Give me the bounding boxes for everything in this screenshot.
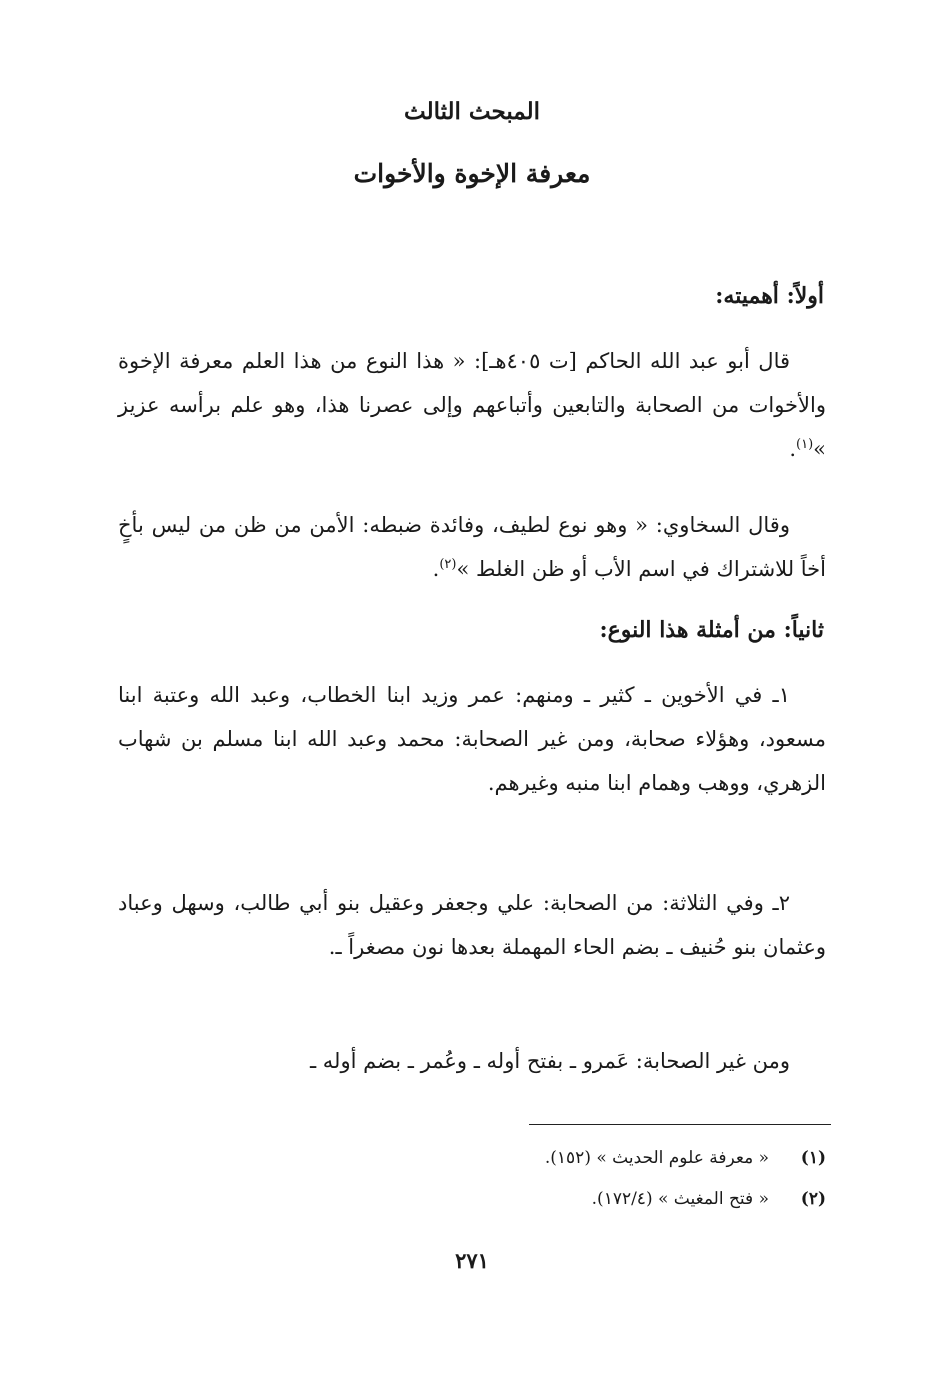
- chapter-title: معرفة الإخوة والأخوات: [353, 159, 591, 188]
- heading-examples: ثانياً: من أمثلة هذا النوع:: [599, 617, 824, 643]
- paragraph-sakhawi-quote: [118, 503, 826, 591]
- paragraph-two-brothers: [118, 673, 826, 805]
- footnote-2-number: (٢): [800, 1189, 826, 1209]
- footnote-separator: [529, 1124, 831, 1125]
- footnote-1-text: « معرفة علوم الحديث » (١٥٢).: [544, 1148, 769, 1168]
- heading-importance: أولاً: أهميته:: [715, 283, 824, 309]
- footnote-ref-1: (١): [796, 437, 814, 452]
- paragraph-sakhawi-end: .: [432, 557, 440, 581]
- paragraph-sakhawi-text: وقال السخاوي: « وهو نوع لطيف، وفائدة ضبطه: الأمن من ظن من ليس بأخٍ أخاً للاشتراك في اسم الأب أو ظن الغلط »: [118, 513, 826, 581]
- paragraph-two-brothers-text: ١ـ في الأخوين ـ كثير ـ ومنهم: عمر وزيد ابنا الخطاب، وعبد الله وعتبة ابنا مسعود، وهؤلاء صحابة، ومن غير الصحابة: محمد وعبد الله ابنا مسلم بن شهاب الزهري، ووهب وهمام ابنا منبه وغيرهم.: [118, 683, 826, 795]
- paragraph-hakim-quote: [118, 339, 826, 471]
- footnote-1-number: (١): [800, 1148, 826, 1168]
- paragraph-three-brothers-text: ٢ـ وفي الثلاثة: من الصحابة: علي وجعفر وعقيل بنو أبي طالب، وسهل وعباد وعثمان بنو حُنيف ـ بضم الحاء المهملة بعدها نون مصغراً ـ.: [118, 891, 826, 959]
- footnote-1: [544, 1143, 826, 1173]
- footnote-ref-2: (٢): [439, 557, 457, 572]
- footnote-2-text: « فتح المغيث » (١٧٢/٤).: [591, 1189, 769, 1209]
- paragraph-hakim-text: قال أبو عبد الله الحاكم [ت ٤٠٥هـ]: « هذا النوع من هذا العلم معرفة الإخوة والأخوات من الصحابة والتابعين وأتباعهم وإلى عصرنا هذا، وهو علم برأسه عزيز »: [118, 349, 826, 461]
- footnote-2: [591, 1184, 826, 1214]
- paragraph-non-companions-text: ومن غير الصحابة: عَمرو ـ بفتح أوله ـ وعُمر ـ بضم أوله ـ: [309, 1049, 790, 1073]
- paragraph-hakim-end: .: [789, 437, 796, 461]
- paragraph-three-brothers: [118, 881, 826, 969]
- section-title: المبحث الثالث: [403, 98, 540, 125]
- page-number: ٢٧١: [455, 1248, 489, 1273]
- paragraph-non-companions: [118, 1039, 826, 1083]
